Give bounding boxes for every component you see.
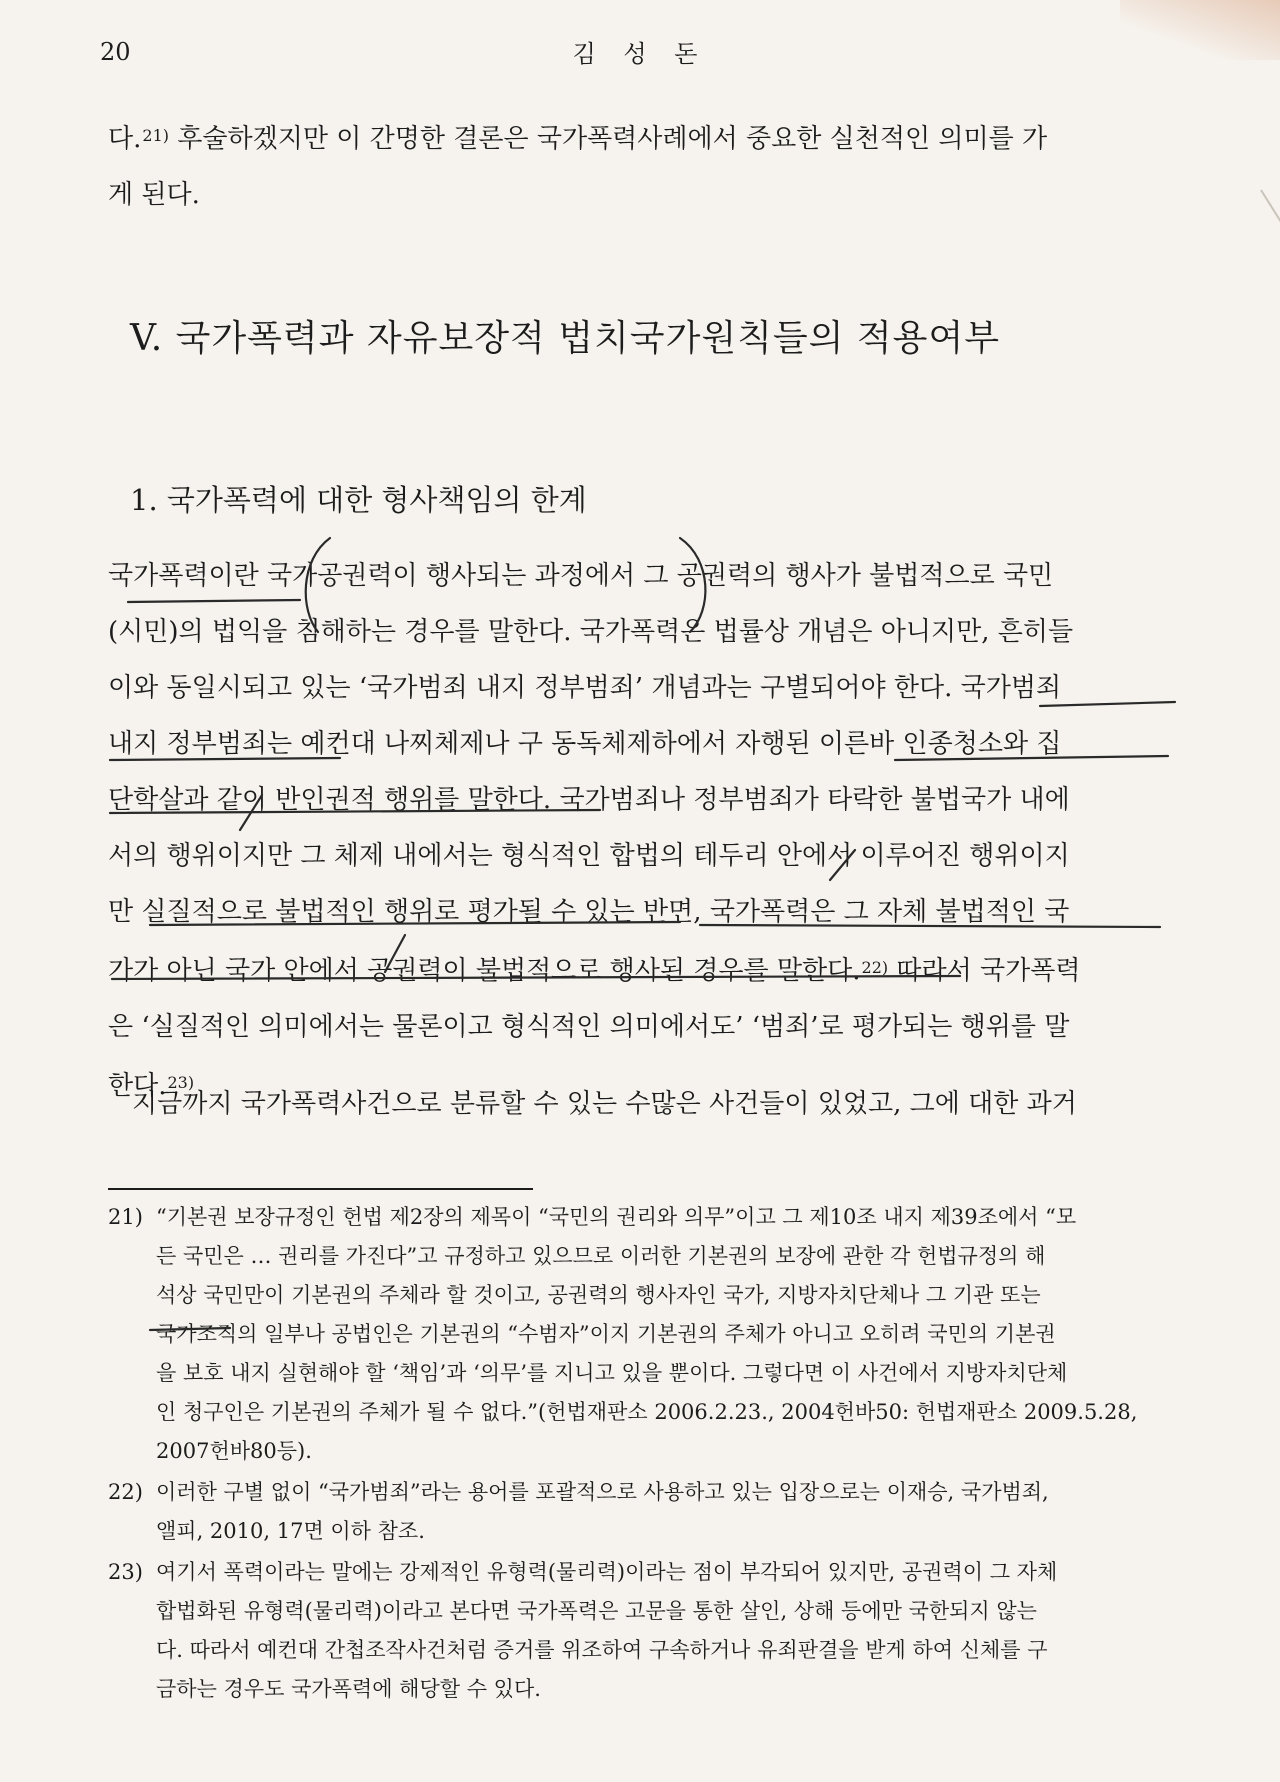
- main-line-3: 이와 동일시되고 있는 ‘국가범죄 내지 정부범죄’ 개념과는 구별되어야 한다. 국가범죄: [108, 673, 1062, 703]
- intro-paragraph: [108, 108, 1163, 223]
- main-line-10: 한다.$^{23)}$: [108, 1071, 195, 1101]
- footnote-number: 23): [108, 1560, 143, 1584]
- main-line-5: 단학살과 같이 반인권적 행위를 말한다. 국가범죄나 정부범죄가 타락한 불법국가 내에: [108, 785, 1070, 815]
- main-line-4: 내지 정부범죄는 예컨대 나찌체제나 구 동독체제하에서 자행된 이른바 인종청소와 집: [108, 729, 1062, 759]
- footnote-text: “기본권 보장규정인 헌법 제2장의 제목이 “국민의 권리와 의무”이고 그 제10조 내지 제39조에서 “모 든 국민은 … 권리를 가진다”고 규정하고 있으므로 이러한 기본권의 보장에 관한 각 헌법규정의 해 석상 국민만이 기본권의 주체라 할 것이고, 공권력의 행사자인 국가, 지방자치단체나 그 기관 또는 국가조직의 일부나 공법인은 기본권의 “수범자”이지 기본권의 주체가 아니고 오히려 국민의 기본권 을 보호 내지 실현해야 할 ‘책임’과 ‘의무’를 지니고 있을 뿐이다. 그렇다면 이 사건에서 지방자치단체 인 청구인은 기본권의 주체가 될 수 없다.”(헌법재판소 2006.2.23., 2004헌바50: 헌법재판소 2009.5.28, 2007헌바80등).: [156, 1205, 1138, 1463]
- intro-line-1: 다.$^{21)}$ 후술하겠지만 이 간명한 결론은 국가폭력사례에서 중요한 실천적인 의미를 가: [108, 124, 1048, 154]
- footnote-ref-21[interactable]: 21): [142, 126, 169, 145]
- main-line-6: 서의 행위이지만 그 체제 내에서는 형식적인 합법의 테두리 안에서 이루어진 행위이지: [108, 841, 1070, 871]
- subsection-title: 1. 국가폭력에 대한 형사책임의 한계: [130, 483, 587, 517]
- footnote-number: 21): [108, 1205, 143, 1229]
- footnote-text: 이러한 구별 없이 “국가범죄”라는 용어를 포괄적으로 사용하고 있는 입장으로는 이재승, 국가범죄, 앨피, 2010, 17면 이하 참조.: [156, 1480, 1049, 1543]
- running-head-author: 김 성 돈: [572, 40, 708, 68]
- footnotes: [108, 1198, 1163, 1711]
- main-line-1: 국가폭력이란 국가공권력이 행사되는 과정에서 그 공권력의 행사가 불법적으로 국민: [108, 561, 1054, 591]
- main-paragraph: [108, 548, 1163, 1114]
- footnote-ref-22[interactable]: 22): [861, 958, 889, 977]
- second-line-1: 지금까지 국가폭력사건으로 분류할 수 있는 수많은 사건들이 있었고, 그에 대한 과거: [132, 1089, 1077, 1119]
- main-line-8: 가가 아닌 국가 안에서 공권력이 불법적으로 행사된 경우를 말한다.$^{22)}$ 따라서 국가폭력: [108, 956, 1081, 986]
- main-line-9: 은 ‘실질적인 의미에서는 물론이고 형식적인 의미에서도’ ‘범죄’로 평가되는 행위를 말: [108, 1012, 1070, 1042]
- main-line-7: 만 실질적으로 불법적인 행위로 평가될 수 있는 반면, 국가폭력은 그 자체 불법적인 국: [108, 897, 1070, 927]
- footnote-21: [108, 1198, 1163, 1471]
- footnote-ref-23[interactable]: 23): [167, 1073, 195, 1092]
- main-line-2: (시민)의 법익을 침해하는 경우를 말한다. 국가폭력은 법률상 개념은 아니지만, 흔히들: [108, 617, 1074, 647]
- section-title: V. 국가폭력과 자유보장적 법치국가원칙들의 적용여부: [130, 318, 1000, 359]
- page-number: 20: [100, 38, 131, 66]
- footnote-divider: [108, 1188, 533, 1190]
- footnote-22: [108, 1473, 1163, 1551]
- footnote-23: [108, 1553, 1163, 1709]
- footnote-text: 여기서 폭력이라는 말에는 강제적인 유형력(물리력)이라는 점이 부각되어 있지만, 공권력이 그 자체 합법화된 유형력(물리력)이라고 본다면 국가폭력은 고문을 통한 살인, 상해 등에만 국한되지 않는 다. 따라서 예컨대 간첩조작사건처럼 증거를 위조하여 구속하거나 유죄판결을 받게 하여 신체를 구 금하는 경우도 국가폭력에 해당할 수 있다.: [156, 1560, 1058, 1701]
- paper-fold-line: [1260, 189, 1280, 292]
- footnote-number: 22): [108, 1480, 143, 1504]
- intro-line-2: 게 된다.: [108, 180, 200, 210]
- second-paragraph: [132, 1076, 1163, 1132]
